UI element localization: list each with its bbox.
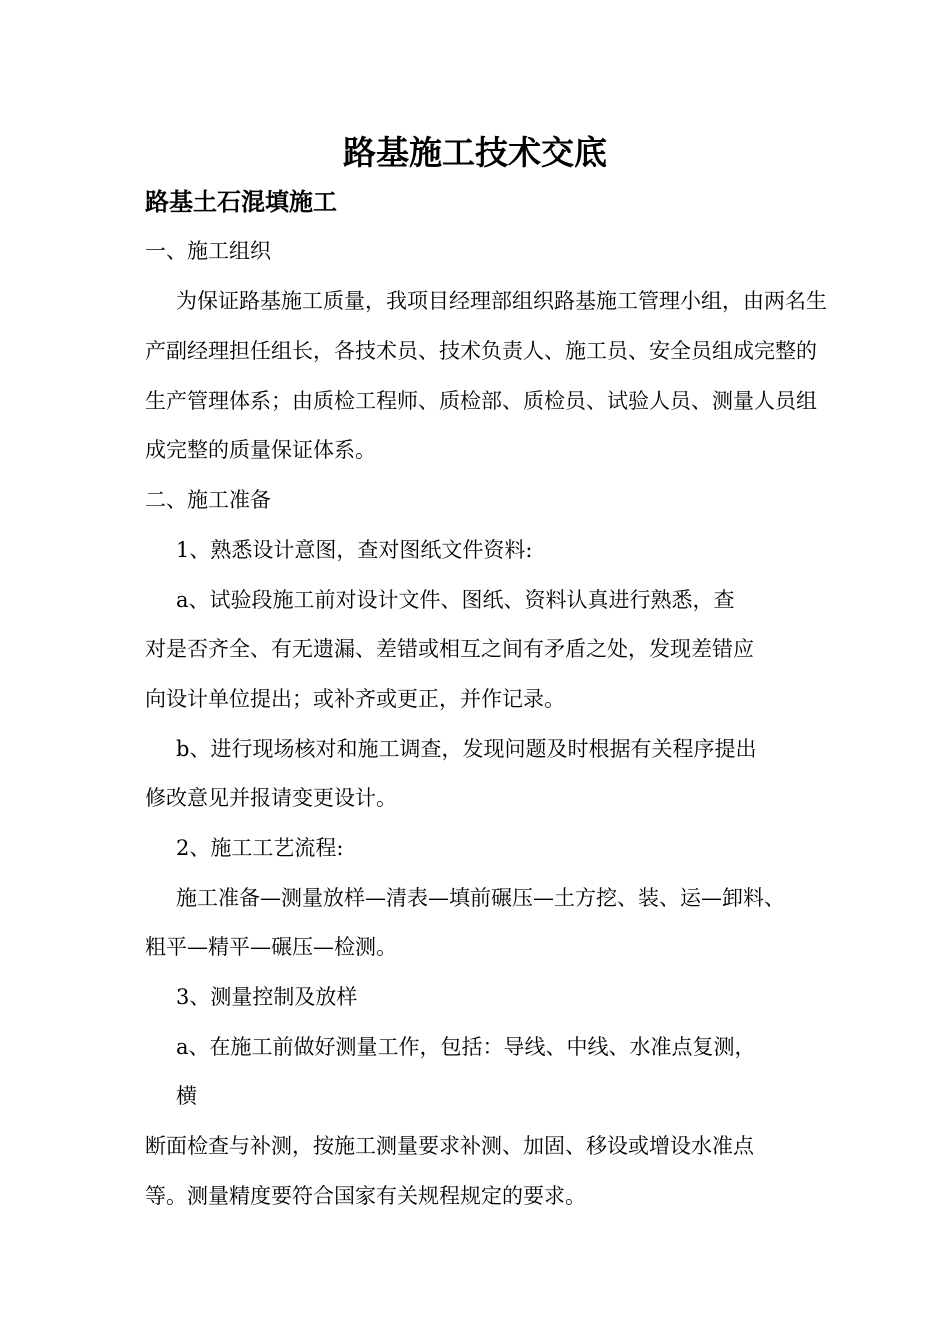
subsection-heading: 3、测量控制及放样 xyxy=(176,985,358,1009)
paragraph-line: 粗平—精平—碾压—检测。 xyxy=(145,935,397,959)
paragraph-line: 断面检查与补测，按施工测量要求补测、加固、移设或增设水准点 xyxy=(145,1134,754,1158)
paragraph-line: 生产管理体系；由质检工程师、质检部、质检员、试验人员、测量人员组 xyxy=(145,389,817,413)
document-title: 路基施工技术交底 xyxy=(343,133,607,172)
paragraph-line: 施工准备—测量放样—清表—填前碾压—土方挖、装、运—卸料、 xyxy=(176,886,785,910)
subsection-heading: 2、施工工艺流程: xyxy=(176,836,344,860)
paragraph-line: 等。测量精度要符合国家有关规程规定的要求。 xyxy=(145,1184,586,1208)
paragraph-line: b、进行现场核对和施工调查，发现问题及时根据有关程序提出 xyxy=(176,737,757,761)
paragraph-line: 产副经理担任组长，各技术员、技术负责人、施工员、安全员组成完整的 xyxy=(145,339,817,363)
paragraph-line: 对是否齐全、有无遗漏、差错或相互之间有矛盾之处，发现差错应 xyxy=(145,637,754,661)
paragraph-line: 修改意见并报请变更设计。 xyxy=(145,786,397,810)
paragraph-line: a、在施工前做好测量工作，包括：导线、中线、水准点复测， xyxy=(176,1035,756,1059)
paragraph-line: 为保证路基施工质量，我项目经理部组织路基施工管理小组，由两名生 xyxy=(176,289,827,313)
section-heading-organization: 一、施工组织 xyxy=(145,239,271,263)
document-subtitle: 路基土石混填施工 xyxy=(145,188,337,216)
section-heading-preparation: 二、施工准备 xyxy=(145,488,271,512)
paragraph-line: 向设计单位提出；或补齐或更正，并作记录。 xyxy=(145,687,565,711)
paragraph-line: a、试验段施工前对设计文件、图纸、资料认真进行熟悉，查 xyxy=(176,588,735,612)
paragraph-line: 横 xyxy=(176,1084,197,1108)
paragraph-line: 成完整的质量保证体系。 xyxy=(145,438,376,462)
subsection-heading: 1、熟悉设计意图，查对图纸文件资料: xyxy=(176,538,533,562)
